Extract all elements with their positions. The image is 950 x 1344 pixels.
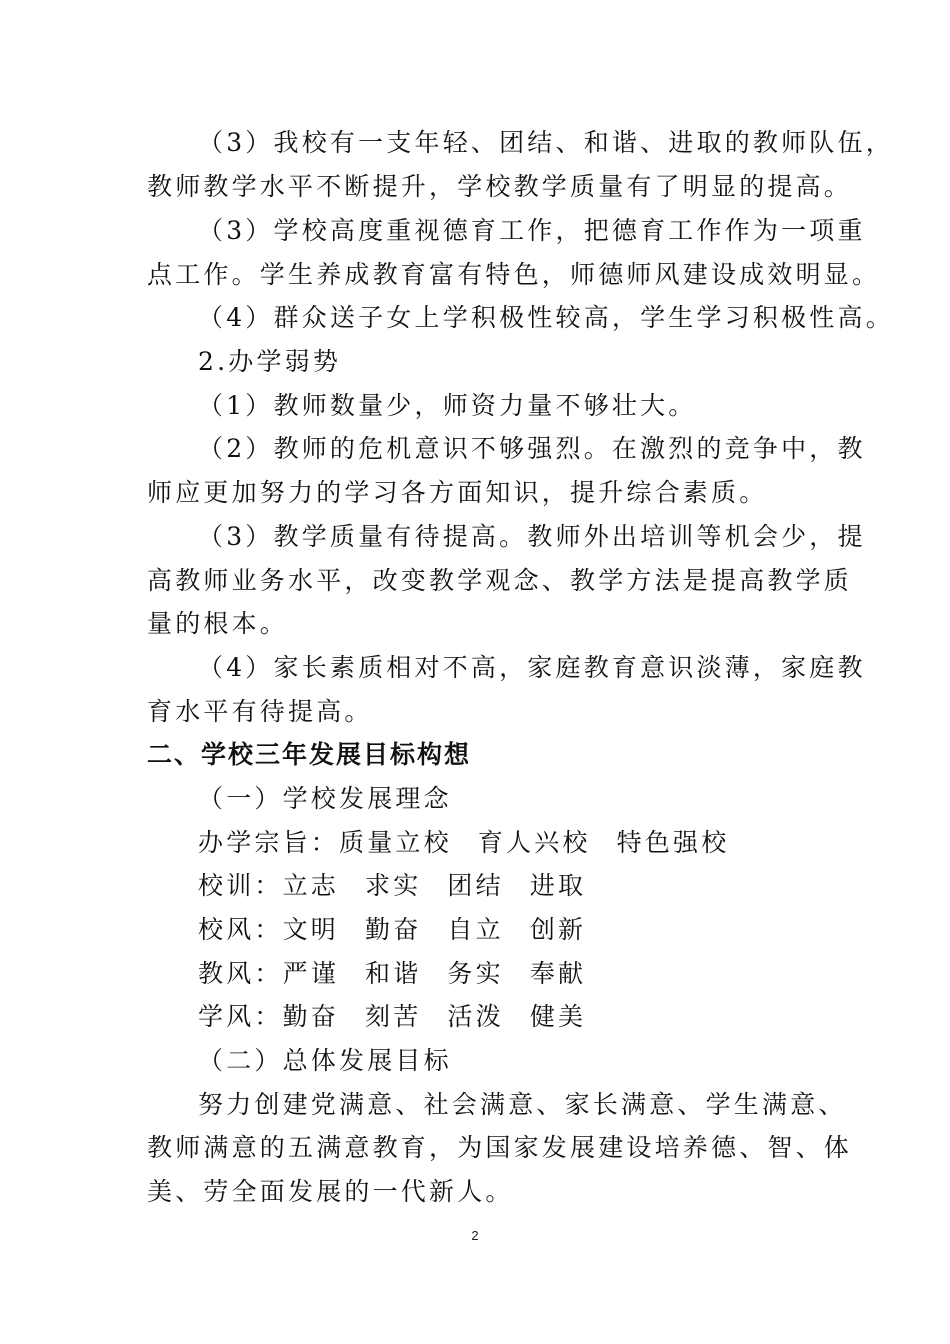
- para-7-line-3: 量的根本。: [147, 609, 289, 638]
- section-heading: 二、学校三年发展目标构想: [147, 740, 472, 769]
- motto-xiaofeng: [198, 915, 878, 945]
- para-8-line-1: （4）家长素质相对不高，家庭教育意识淡薄，家庭教: [198, 653, 866, 682]
- motto-item: 务实: [447, 959, 504, 988]
- motto-item: 特色强校: [616, 828, 730, 857]
- subheading-weakness: 2.办学弱势: [198, 347, 342, 376]
- motto-jiaofeng: [198, 959, 878, 989]
- goal-line-1: 努力创建党满意、社会满意、家长满意、学生满意、: [198, 1090, 847, 1119]
- para-3-line-1: （4）群众送子女上学积极性较高，学生学习积极性高。: [198, 303, 894, 332]
- motto-item: 勤奋: [282, 1002, 340, 1031]
- para-6-line-1: （2）教师的危机意识不够强烈。在激烈的竞争中，教: [198, 434, 866, 463]
- motto-item: 求实: [365, 871, 422, 900]
- motto-label: 办学宗旨：: [198, 828, 340, 857]
- motto-item: 刻苦: [365, 1002, 422, 1031]
- motto-item: 进取: [529, 871, 587, 900]
- motto-label: 学风：: [198, 1002, 283, 1031]
- motto-xuefeng: [198, 1002, 878, 1032]
- para-7-line-2: 高教师业务水平，改变教学观念、教学方法是提高教学质: [147, 566, 853, 595]
- para-1-line-2: 教师教学水平不断提升，学校教学质量有了明显的提高。: [147, 172, 853, 201]
- page-number: 2: [471, 1228, 479, 1243]
- para-2-line-2: 点工作。学生养成教育富有特色，师德师风建设成效明显。: [147, 260, 881, 289]
- motto-item: 质量立校: [339, 828, 452, 857]
- motto-item: 文明: [282, 915, 340, 944]
- motto-zongzhi: [198, 828, 878, 858]
- goal-line-3: 美、劳全面发展的一代新人。: [147, 1177, 514, 1206]
- para-5-line-1: （1）教师数量少，师资力量不够壮大。: [198, 391, 697, 420]
- motto-item: 健美: [529, 1002, 587, 1031]
- para-7-line-1: （3）教学质量有待提高。教师外出培训等机会少，提: [198, 522, 866, 551]
- motto-xiaoxun: [198, 871, 878, 901]
- para-8-line-2: 育水平有待提高。: [147, 697, 373, 726]
- motto-label: 教风：: [198, 959, 283, 988]
- motto-item: 创新: [529, 915, 587, 944]
- motto-item: 奉献: [529, 959, 587, 988]
- para-6-line-2: 师应更加努力的学习各方面知识，提升综合素质。: [147, 478, 768, 507]
- para-1-line-1: （3）我校有一支年轻、团结、和谐、进取的教师队伍，: [198, 128, 894, 157]
- para-2-line-1: （3）学校高度重视德育工作，把德育工作作为一项重: [198, 216, 866, 245]
- motto-item: 严谨: [282, 959, 340, 988]
- subsection-heading-2: （二）总体发展目标: [198, 1046, 452, 1075]
- motto-item: 和谐: [365, 959, 422, 988]
- motto-item: 团结: [447, 871, 504, 900]
- motto-item: 立志: [282, 871, 340, 900]
- motto-label: 校训：: [198, 871, 283, 900]
- subsection-heading-1: （一）学校发展理念: [198, 784, 452, 813]
- motto-item: 育人兴校: [477, 828, 591, 857]
- motto-item: 活泼: [447, 1002, 504, 1031]
- motto-item: 勤奋: [365, 915, 422, 944]
- motto-label: 校风：: [198, 915, 283, 944]
- goal-line-2: 教师满意的五满意教育，为国家发展建设培养德、智、体: [147, 1133, 853, 1162]
- motto-item: 自立: [447, 915, 504, 944]
